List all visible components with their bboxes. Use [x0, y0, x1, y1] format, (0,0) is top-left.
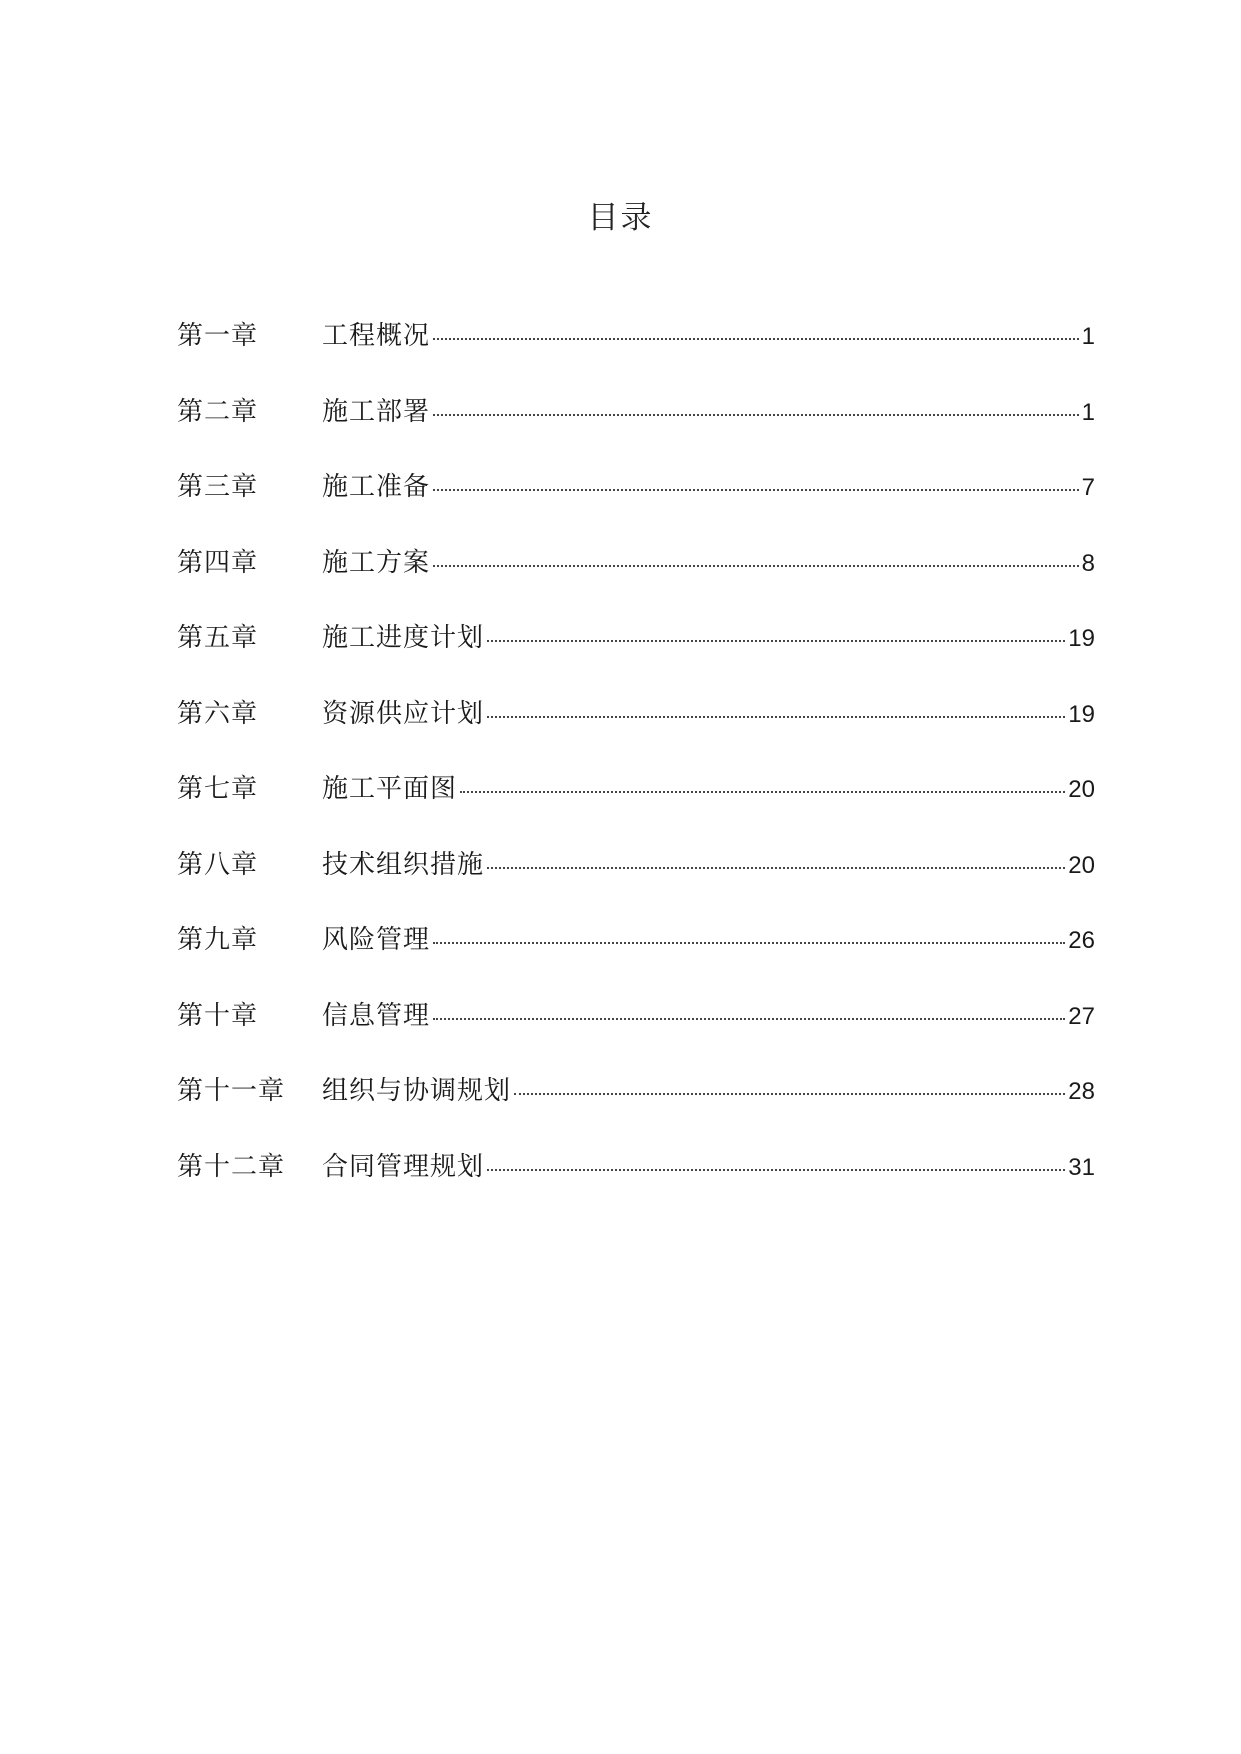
toc-entry[interactable]	[177, 698, 1095, 777]
toc-dot-leader	[514, 1093, 1065, 1095]
toc-chapter-name: 施工方案	[322, 547, 431, 578]
toc-entry[interactable]	[177, 776, 1095, 852]
toc-page-number: 1	[1081, 323, 1095, 350]
toc-dot-leader	[487, 1169, 1065, 1171]
toc-chapter-label: 第七章	[177, 774, 259, 804]
toc-dot-leader	[433, 565, 1079, 567]
toc-chapter-label: 第一章	[177, 321, 259, 351]
toc-chapter-name: 技术组织措施	[322, 849, 485, 880]
toc-chapter-name: 组织与协调规划	[322, 1076, 512, 1106]
toc-dot-leader	[433, 414, 1079, 416]
toc-entry[interactable]	[177, 625, 1095, 701]
toc-page-number: 8	[1081, 549, 1095, 577]
toc-page-number: 20	[1068, 776, 1095, 803]
toc-chapter-name: 风险管理	[322, 925, 431, 955]
toc-chapter-label: 第五章	[177, 623, 259, 653]
toc-dot-leader	[433, 338, 1079, 340]
toc-entry[interactable]	[177, 1000, 1095, 1079]
toc-chapter-label: 第六章	[177, 698, 259, 729]
toc-page-number: 19	[1068, 700, 1095, 728]
toc-entry[interactable]	[177, 323, 1095, 399]
toc-dot-leader	[487, 716, 1065, 718]
toc-dot-leader	[487, 640, 1065, 642]
toc-chapter-name: 施工部署	[322, 396, 431, 427]
toc-entry[interactable]	[177, 927, 1095, 1003]
toc-chapter-name: 施工进度计划	[322, 623, 485, 653]
toc-entry[interactable]	[177, 396, 1095, 475]
toc-chapter-label: 第九章	[177, 925, 259, 955]
toc-chapter-name: 合同管理规划	[322, 1151, 485, 1182]
toc-page-number: 19	[1068, 625, 1095, 652]
toc-chapter-label: 第八章	[177, 849, 259, 880]
toc-list	[177, 323, 1095, 1229]
toc-dot-leader	[487, 867, 1065, 869]
toc-dot-leader	[460, 791, 1065, 793]
toc-page-number: 27	[1068, 1002, 1095, 1030]
toc-entry[interactable]	[177, 1151, 1095, 1230]
toc-chapter-name: 工程概况	[322, 321, 431, 351]
toc-entry[interactable]	[177, 1078, 1095, 1154]
toc-title: 目录	[587, 200, 654, 236]
toc-chapter-name: 施工准备	[322, 472, 431, 502]
toc-chapter-name: 信息管理	[322, 1000, 431, 1031]
toc-page-number: 1	[1081, 398, 1095, 426]
toc-page-number: 28	[1068, 1078, 1095, 1105]
toc-chapter-label: 第三章	[177, 472, 259, 502]
toc-chapter-label: 第十章	[177, 1000, 259, 1031]
toc-chapter-name: 施工平面图	[322, 774, 458, 804]
toc-chapter-label: 第二章	[177, 396, 259, 427]
toc-entry[interactable]	[177, 547, 1095, 626]
toc-page-number: 7	[1081, 474, 1095, 501]
toc-dot-leader	[433, 1018, 1065, 1020]
toc-dot-leader	[433, 942, 1065, 944]
toc-dot-leader	[433, 489, 1079, 491]
toc-page-number: 31	[1068, 1153, 1095, 1181]
toc-entry[interactable]	[177, 849, 1095, 928]
toc-page-number: 26	[1068, 927, 1095, 954]
toc-chapter-label: 第十一章	[177, 1076, 286, 1106]
toc-page-number: 20	[1068, 851, 1095, 879]
toc-entry[interactable]	[177, 474, 1095, 550]
toc-chapter-name: 资源供应计划	[322, 698, 485, 729]
toc-chapter-label: 第十二章	[177, 1151, 286, 1182]
toc-chapter-label: 第四章	[177, 547, 259, 578]
